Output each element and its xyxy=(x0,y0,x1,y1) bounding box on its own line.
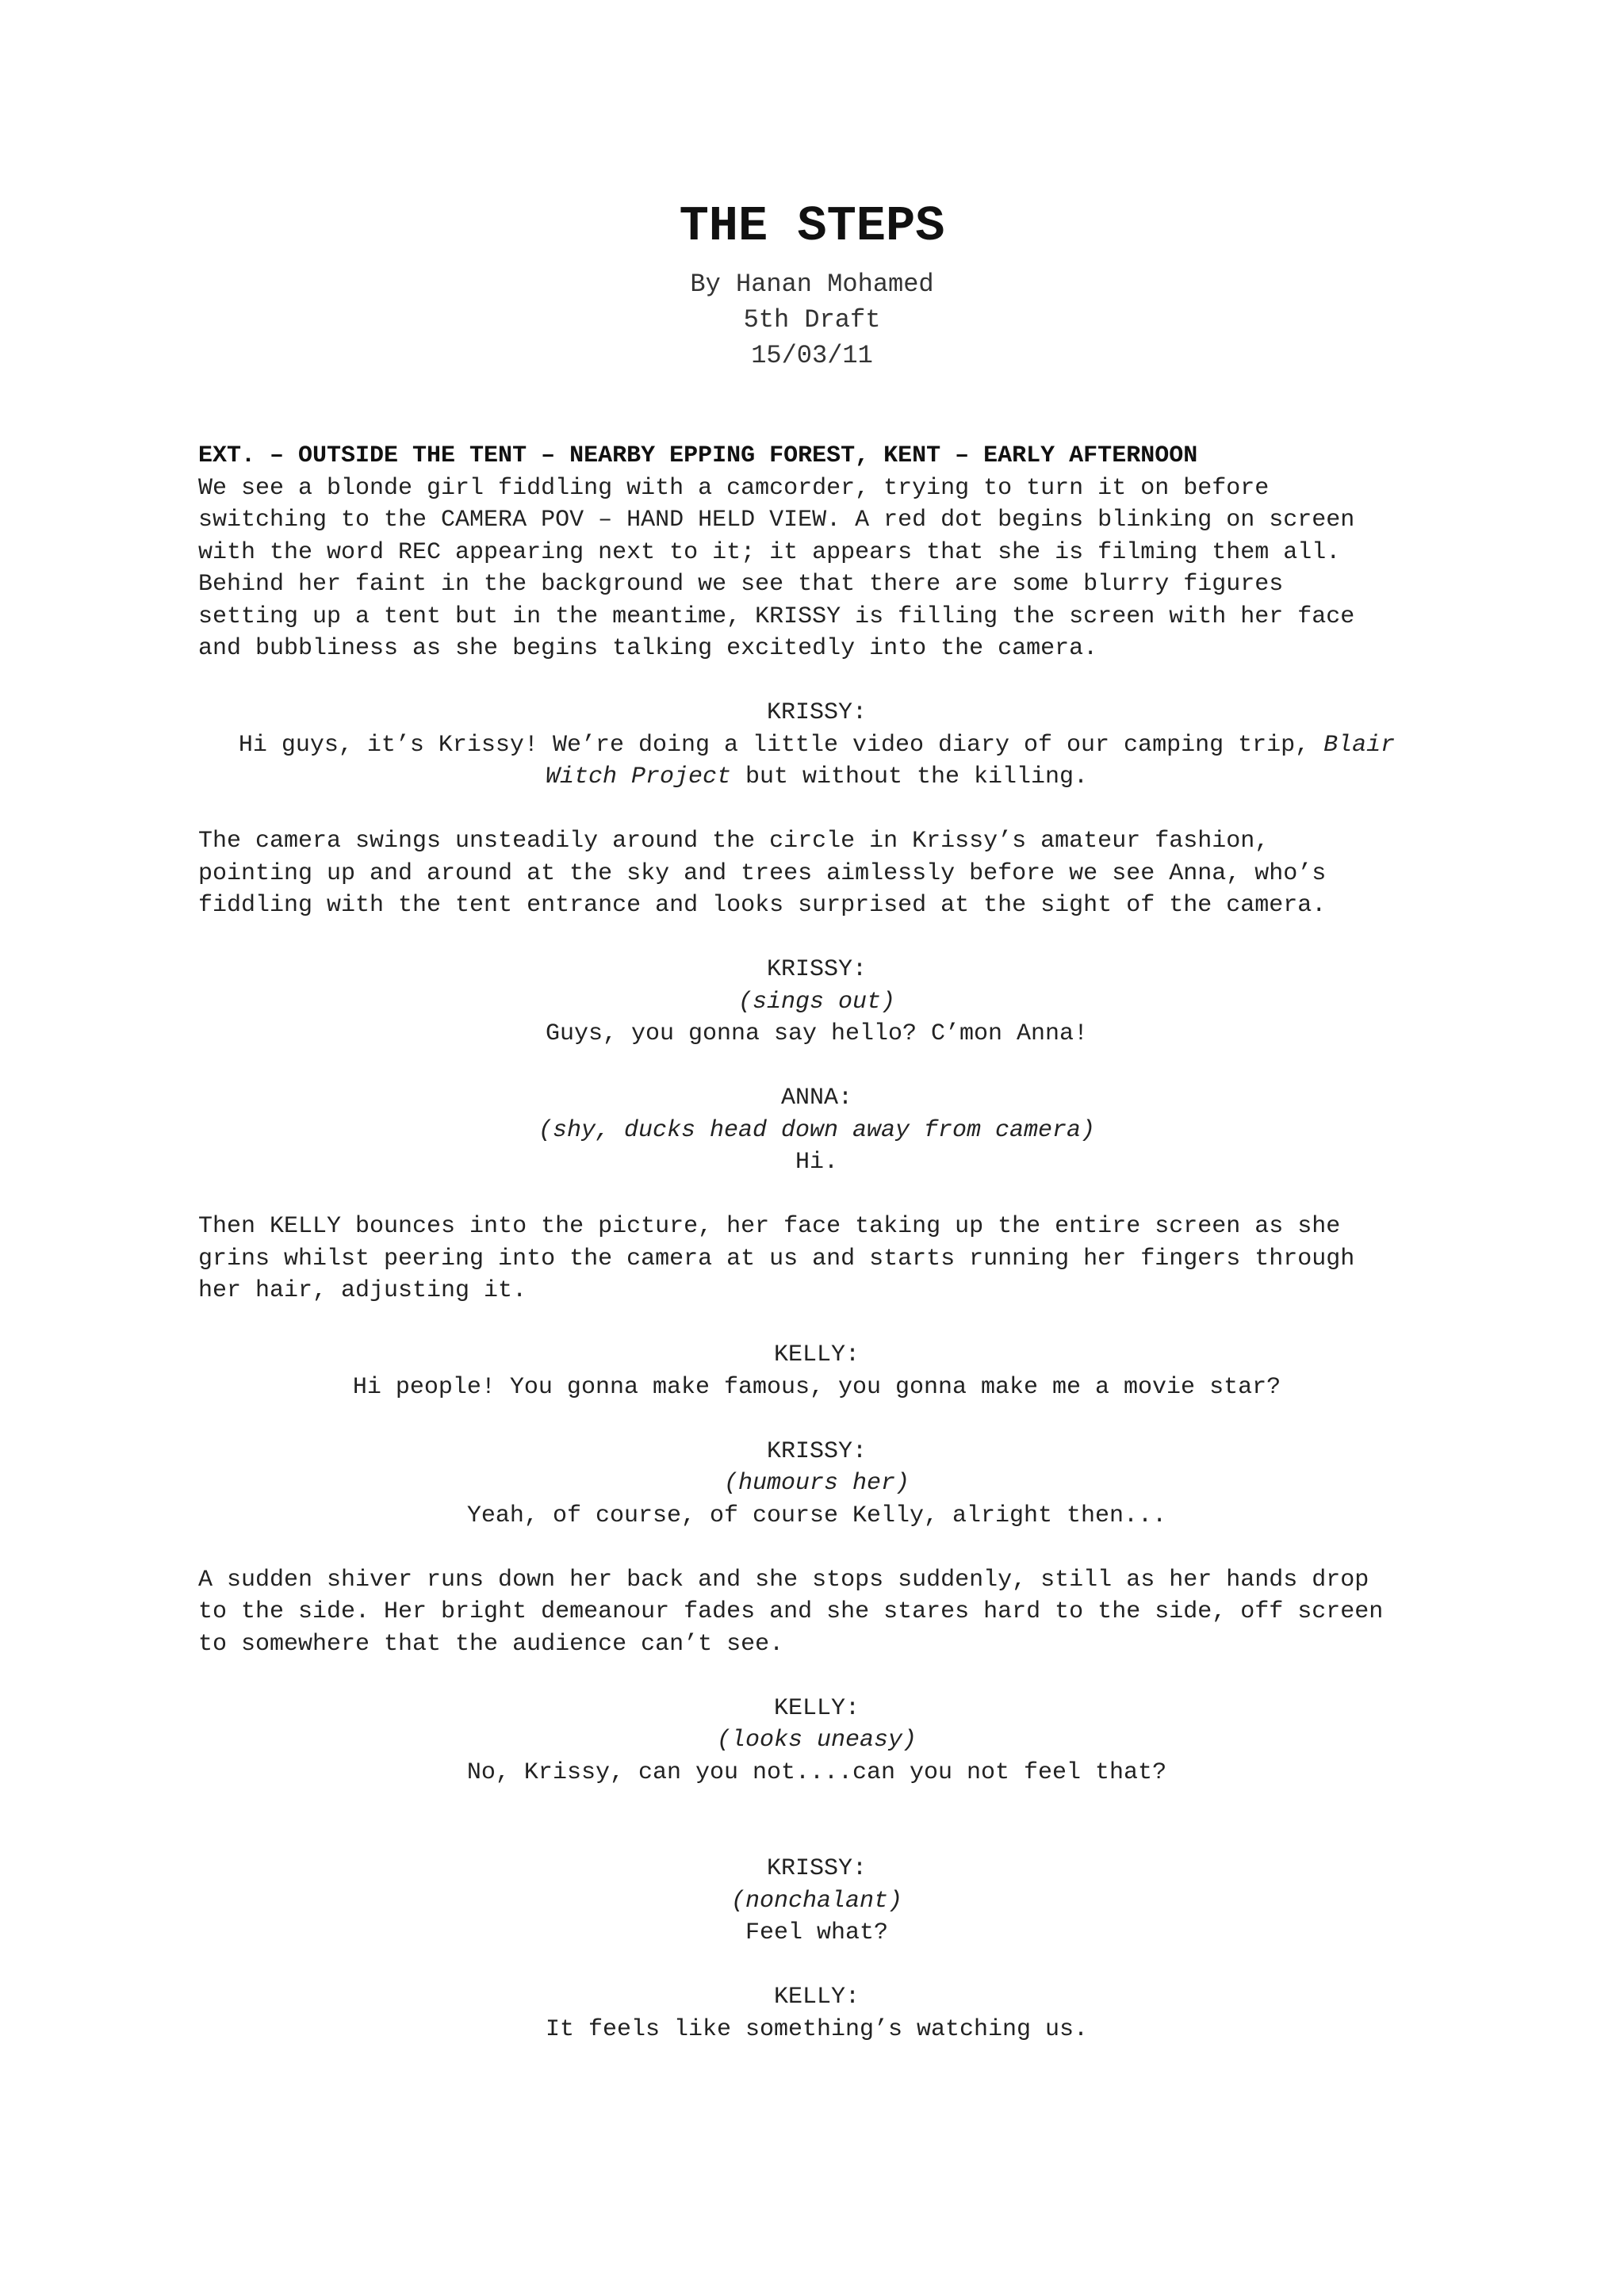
date-line: 15/03/11 xyxy=(751,341,873,370)
character-cue: ANNA: xyxy=(780,1085,852,1112)
action-paragraph-1: We see a blonde girl fiddling with a camcorder, trying to turn it on before switching to the CAMERA POV – HAND HELD VIEW. A red dot begins blinking on screen with the word REC appearing next to it; it appears that she is filming them all. Behind her faint in the background we see that there are some blurry figures setting up a tent but in the meantime, KRISSY is filling the screen with her face and bubbliness as she begins talking excitedly into the camera. xyxy=(198,474,1355,662)
action-paragraph-4: A sudden shiver runs down her back and she stops suddenly, still as her hands drop to the side. Her bright demeanour fades and she stares hard to the side, off screen to somewhere that the audience can’t see. xyxy=(198,1566,1384,1658)
action-paragraph-3: Then KELLY bounces into the picture, her face taking up the entire screen as she grins whilst peering into the camera at us and starts running her fingers through her hair, adjusting it. xyxy=(198,1213,1355,1304)
dialogue-line: It feels like something’s watching us. xyxy=(545,2015,1089,2043)
parenthetical: (nonchalant) xyxy=(730,1887,903,1915)
character-cue: KRISSY: xyxy=(766,1437,868,1465)
character-cue: KELLY: xyxy=(773,1341,860,1368)
dialogue-line: Hi. xyxy=(795,1149,838,1176)
character-cue: KRISSY: xyxy=(766,1855,868,1882)
dialogue-line: Guys, you gonna say hello? C’mon Anna! xyxy=(545,1020,1089,1047)
character-cue: KRISSY: xyxy=(766,956,868,983)
script-title: THE STEPS xyxy=(679,198,945,254)
title-meta xyxy=(0,266,1624,373)
parenthetical: (humours her) xyxy=(723,1470,910,1497)
action-paragraph-2: The camera swings unsteadily around the circle in Krissy’s amateur fashion, pointing up and around at the sky and trees aimlessly before we see Anna, who’s fiddling with the tent entrance and looks surprised at the sight of the camera. xyxy=(198,828,1327,919)
parenthetical: (shy, ducks head down away from camera) xyxy=(538,1116,1096,1144)
dialogue-block-1 xyxy=(198,729,1435,794)
author-line: By Hanan Mohamed xyxy=(690,270,934,299)
draft-line: 5th Draft xyxy=(743,305,881,335)
dialogue-italic-text: Blair xyxy=(1323,731,1396,759)
dialogue-text: Hi guys, it’s Krissy! We’re doing a little video diary of our camping trip, xyxy=(238,731,1324,759)
dialogue-line: Hi people! You gonna make famous, you gonna make me a movie star? xyxy=(352,1373,1281,1401)
dialogue-line: Yeah, of course, of course Kelly, alright then... xyxy=(466,1502,1167,1529)
character-cue: KRISSY: xyxy=(766,699,868,726)
character-cue: KELLY: xyxy=(773,1694,860,1722)
parenthetical: (looks uneasy) xyxy=(716,1727,917,1754)
dialogue-italic-text: Witch Project xyxy=(545,763,731,790)
scene-heading: EXT. – OUTSIDE THE TENT – NEARBY EPPING FOREST, KENT – EARLY AFTERNOON xyxy=(198,442,1198,469)
script-body xyxy=(198,440,1435,2045)
dialogue-line: Feel what? xyxy=(745,1919,889,1946)
character-cue: KELLY: xyxy=(773,1984,860,2011)
dialogue-text: but without the killing. xyxy=(730,763,1089,790)
dialogue-line: No, Krissy, can you not....can you not feel that? xyxy=(466,1758,1167,1786)
parenthetical: (sings out) xyxy=(737,988,896,1016)
